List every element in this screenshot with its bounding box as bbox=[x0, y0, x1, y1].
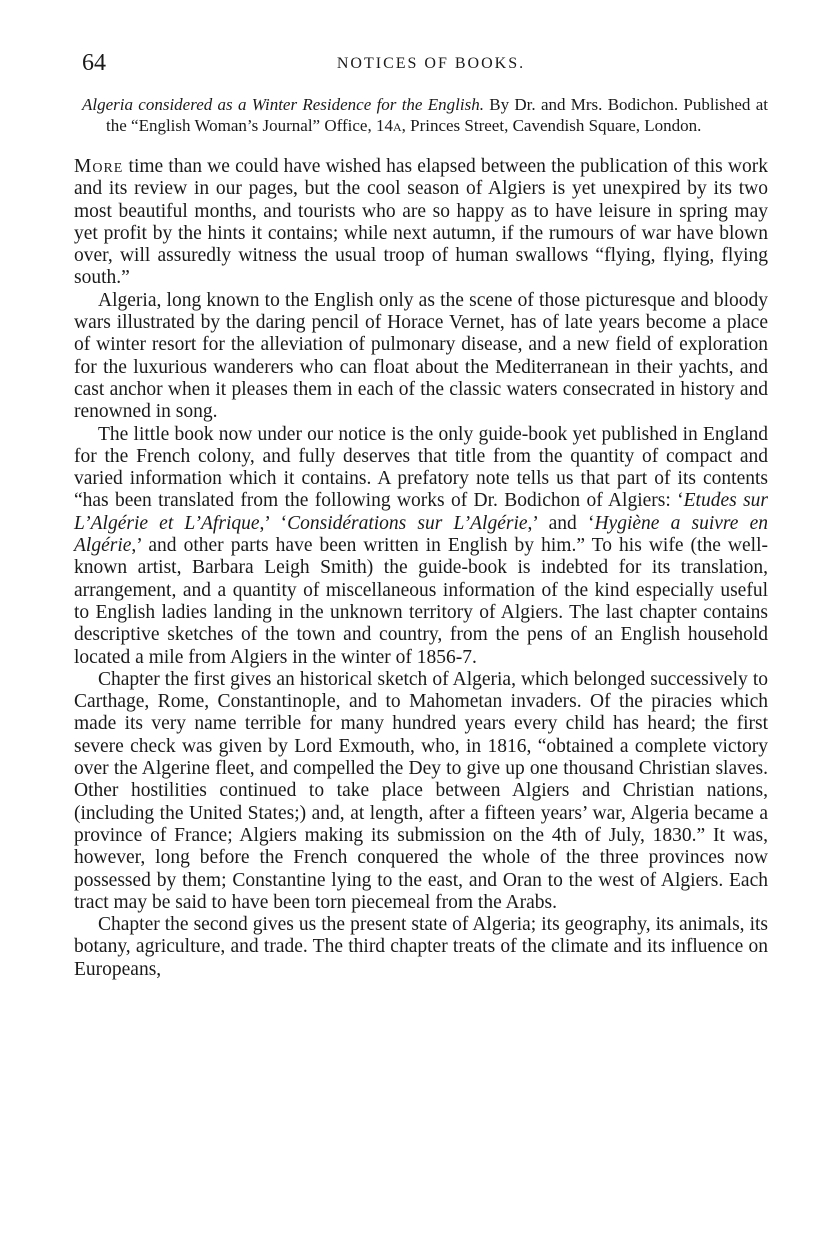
paragraph-1-text: time than we could have wished has elapsed between the publication of this work and its review in our pages, but the cool season of Algiers is yet unexpired by its two most beautiful months, and tourists who are so happy as to have leisure in spring may yet profit by the hints it contains; while next autumn, if the rumours of war have blown over, will assuredly witness the usual troop of human swallows “flying, flying, flying south.” bbox=[74, 156, 768, 289]
book-page bbox=[74, 50, 768, 981]
paragraph-3-text-c: ,’ and ‘ bbox=[527, 512, 595, 534]
book-title: Algeria considered as a Winter Residence for the English. bbox=[82, 95, 484, 114]
page-number: 64 bbox=[82, 50, 106, 76]
lead-word: More bbox=[74, 156, 124, 177]
review-body bbox=[74, 156, 768, 981]
book-citation bbox=[82, 94, 768, 136]
paragraph-3-text-b: ,’ ‘ bbox=[259, 512, 288, 534]
citation-details: By Dr. and Mrs. Bodichon. Published at the “English Woman’s Journal” Office, 14 bbox=[106, 95, 768, 135]
citation-details-small-caps: a bbox=[392, 116, 402, 135]
paragraph-5: Chapter the second gives us the present state of Algeria; its geography, its animals, its botany, agriculture, and trade. The third chapter treats of the climate and its influence on Europeans, bbox=[74, 914, 768, 980]
work-title-2: Considérations sur L’Algérie bbox=[287, 512, 528, 534]
paragraph-1 bbox=[74, 156, 768, 290]
work-title-3: Hygiène a suivre en Algérie bbox=[74, 512, 768, 557]
paragraph-2: Algeria, long known to the English only as the scene of those picturesque and bloody wars illustrated by the daring pencil of Horace Vernet, has of late years become a place of winter resort for the alleviation of pulmonary disease, and a new field of exploration for the luxurious wanderers who can float about the Mediterranean in their yachts, and cast anchor when it pleases them in each of the classic waters consecrated in history and renowned in song. bbox=[74, 289, 768, 423]
paragraph-3 bbox=[74, 424, 768, 669]
work-title-1: Etudes sur L’Algérie et L’Afrique bbox=[74, 490, 768, 534]
paragraph-3-text-d: ,’ and other parts have been written in English by him.” To his wife (the well-known artist, Barbara Leigh Smith) the guide-book is indebted for its translation, arrangement, and a quantity of miscellaneous information of the kind especially useful to English ladies landing in the unknown territory of Algiers. The last chapter contains descriptive sketches of the town and country, from the pens of an English household located a mile from Algiers in the winter of 1856-7. bbox=[74, 535, 768, 668]
paragraph-3-text-a: The little book now under our notice is the only guide-book yet published in England for the French colony, and fully deserves that title from the quantity of compact and varied information which it contains. A prefatory note tells us that part of its contents “has been translated from the following works of Dr. Bodichon of Algiers: ‘ bbox=[74, 423, 768, 512]
running-head bbox=[74, 50, 768, 80]
citation-details-end: , Princes Street, Cavendish Square, London. bbox=[401, 116, 702, 135]
paragraph-4: Chapter the first gives an historical sketch of Algeria, which belonged successively to Carthage, Rome, Constantinople, and to Mahometan invaders. Of the piracies which made its very name terrible for many hundred years every child has heard; the first severe check was given by Lord Exmouth, who, in 1816, “obtained a complete victory over the Algerine fleet, and compelled the Dey to give up one thousand Christian slaves. Other hostilities continued to take place between Algiers and Christian nations, (including the United States;) and, at length, after a fifteen years’ war, Algeria became a province of France; Algiers making its submission on the 4th of July, 1830.” It was, however, long before the French conquered the whole of the three provinces now possessed by them; Constantine lying to the east, and Oran to the west of Algiers. Each tract may be said to have been torn piecemeal from the Arabs. bbox=[74, 668, 768, 913]
running-title: NOTICES OF BOOKS. bbox=[336, 55, 526, 72]
